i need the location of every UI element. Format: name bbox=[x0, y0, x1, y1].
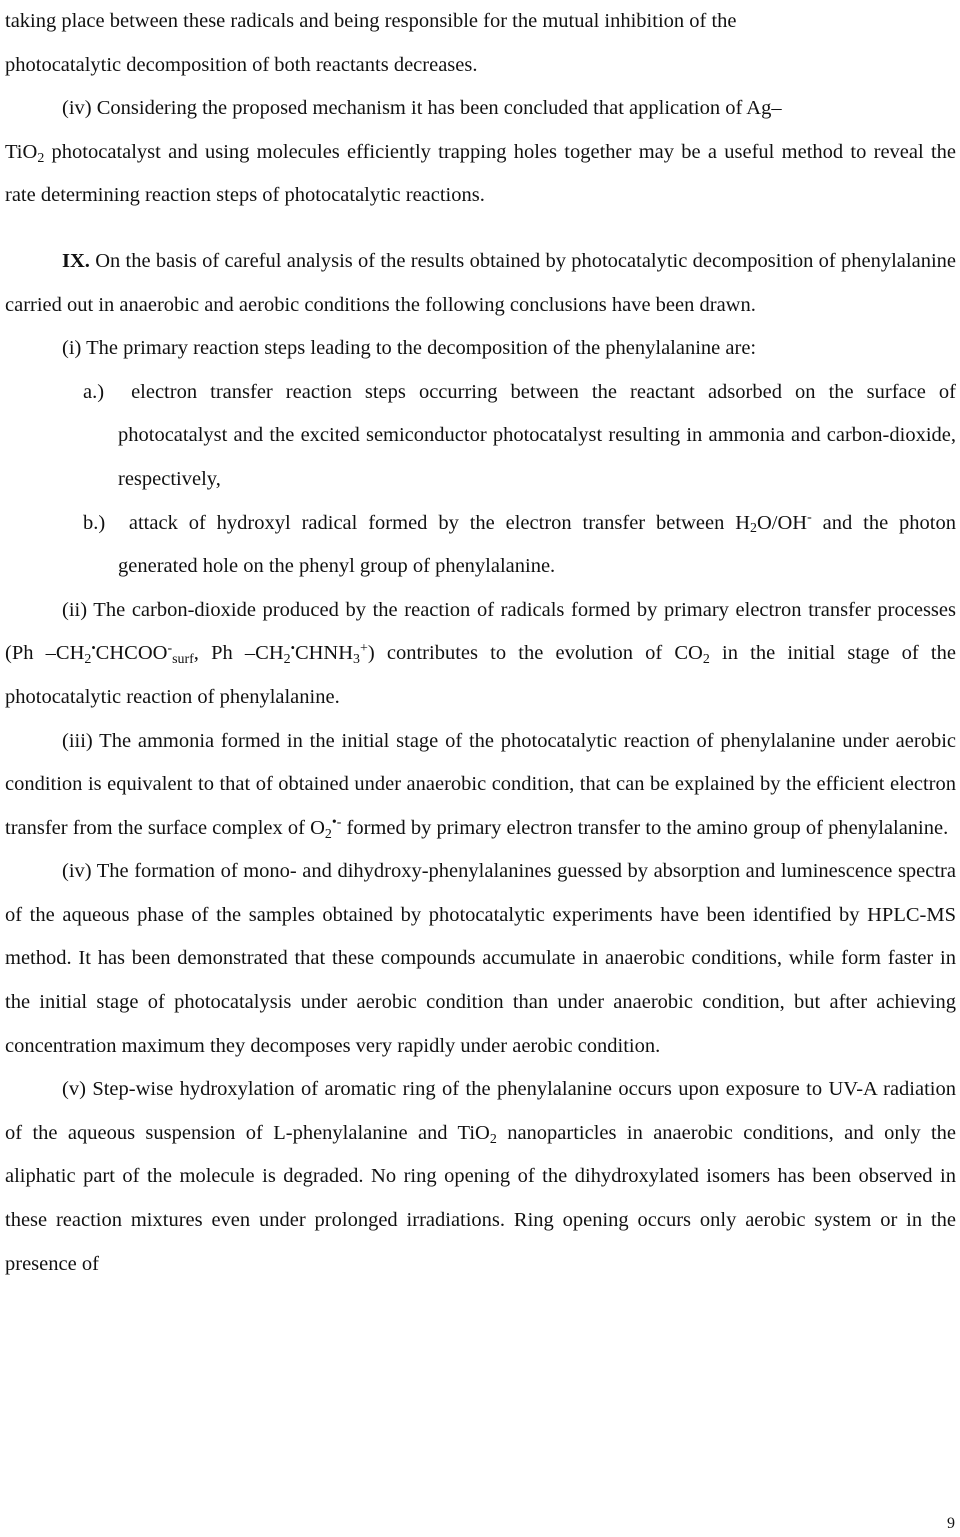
paragraph-iv-hydroxy bbox=[5, 850, 956, 1068]
paragraph-ii bbox=[5, 589, 956, 720]
subscript-surf: surf bbox=[172, 652, 194, 668]
subscript-2: 2 bbox=[750, 521, 757, 537]
subscript-2: 2 bbox=[283, 652, 291, 668]
iii-text-end: formed by primary electron transfer to the amino group of phenylalanine. bbox=[341, 816, 949, 839]
subscript-2: 2 bbox=[84, 652, 92, 668]
iv2-text: (iv) The formation of mono- and dihydroxy-phenylalanines guessed by absorption and luminescence spectra of the aqueous phase of the samples obtained by photocatalytic experiments have been identified by HPLC-MS method. It has been demonstrated that these compounds accumulate in anaerobic conditions, while form faster in the initial stage of photocatalysis under aerobic condition than under anaerobic condition, but after achieving concentration maximum they decomposes very rapidly under aerobic condition. bbox=[5, 860, 956, 1057]
section-ix-text: On the basis of careful analysis of the results obtained by photocatalytic decomposition of phenylalanine carried out in anaerobic and aerobic conditions the following conclusions have been drawn. bbox=[5, 249, 956, 316]
radical-dot: • bbox=[91, 640, 96, 655]
document-page bbox=[5, 0, 956, 1286]
superscript-minus: - bbox=[807, 509, 812, 525]
iii-text: (iii) The ammonia formed in the initial stage of the photocatalytic reaction of phenylalanine under aerobic condition is equivalent to that of obtained under anaerobic condition, that can be explained by the efficient electron transfer from the surface complex of O bbox=[5, 729, 956, 839]
ii-ph2: , Ph –CH bbox=[193, 642, 284, 665]
page-number: 9 bbox=[947, 1515, 955, 1532]
paragraph-iv-ag-tio2 bbox=[5, 87, 956, 218]
continuation-line-1: taking place between these radicals and being responsible for the mutual inhibition of the bbox=[5, 10, 737, 32]
subscript-3: 3 bbox=[353, 652, 360, 668]
subscript-2: 2 bbox=[37, 150, 45, 166]
i-text: (i) The primary reaction steps leading to the decomposition of the phenylalanine are: bbox=[62, 337, 757, 360]
ii-text-end: in the initial stage of the photocatalytic reaction of phenylalanine. bbox=[5, 642, 956, 708]
superscript-plus: + bbox=[360, 640, 368, 656]
continuation-line-2: photocatalytic decomposition of both reactants decreases. bbox=[5, 53, 478, 76]
iv-tio: TiO bbox=[5, 140, 38, 163]
item-b bbox=[83, 502, 956, 589]
paragraph-v bbox=[5, 1068, 956, 1286]
item-b-text-post: and the photon generated hole on the phenyl group of phenylalanine. bbox=[118, 511, 956, 578]
subscript-2: 2 bbox=[489, 1131, 497, 1147]
continuation-paragraph bbox=[5, 0, 956, 87]
section-ix-label: IX. bbox=[62, 249, 90, 272]
ii-text-pre: (ii) The carbon-dioxide produced by the reaction of radicals formed by primary electron transfer processes (Ph –CH bbox=[5, 598, 956, 665]
iv-first-line: (iv) Considering the proposed mechanism it has been concluded that application of Ag– bbox=[62, 97, 782, 120]
v-text-pre: (v) Step-wise hydroxylation of aromatic ring of the phenylalanine occurs upon exposure to UV-A radiation of the aqueous suspension of L-phenylalanine and TiO bbox=[5, 1078, 956, 1144]
item-b-text-mid: O/OH bbox=[756, 511, 808, 534]
superscript-minus: - bbox=[167, 640, 173, 656]
item-b-label: b.) bbox=[83, 511, 106, 534]
paragraph-i bbox=[5, 327, 956, 371]
ii-chcoo: CHCOO bbox=[95, 642, 168, 665]
radical-dot: • bbox=[290, 640, 295, 655]
ii-chnh: CHNH bbox=[294, 642, 354, 665]
superscript-radical-anion: •- bbox=[331, 815, 342, 831]
v-text-post: nanoparticles in anaerobic conditions, and only the aliphatic part of the molecule is degraded. No ring opening of the dihydroxylated isomers has been observed in these reaction mixtures even under prolonged irradiations. Ring opening occurs only aerobic system or in the presence of bbox=[5, 1121, 956, 1275]
subscript-2: 2 bbox=[324, 826, 332, 842]
paragraph-iii bbox=[5, 720, 956, 851]
item-a-text: electron transfer reaction steps occurring between the reactant adsorbed on the surface of photocatalyst and the excited semiconductor photocatalyst resulting in ammonia and carbon-dioxide, respectively, bbox=[118, 380, 956, 490]
item-a bbox=[83, 371, 956, 502]
section-ix-paragraph bbox=[5, 240, 956, 327]
item-b-text-pre: attack of hydroxyl radical formed by the electron transfer between H bbox=[118, 511, 751, 534]
iv-rest: photocatalyst and using molecules efficiently trapping holes together may be a useful method to reveal the rate determining reaction steps of photocatalytic reactions. bbox=[5, 140, 956, 207]
item-a-label: a.) bbox=[83, 380, 105, 403]
ii-text-post: ) contributes to the evolution of CO bbox=[367, 642, 703, 665]
subscript-2: 2 bbox=[702, 652, 710, 668]
